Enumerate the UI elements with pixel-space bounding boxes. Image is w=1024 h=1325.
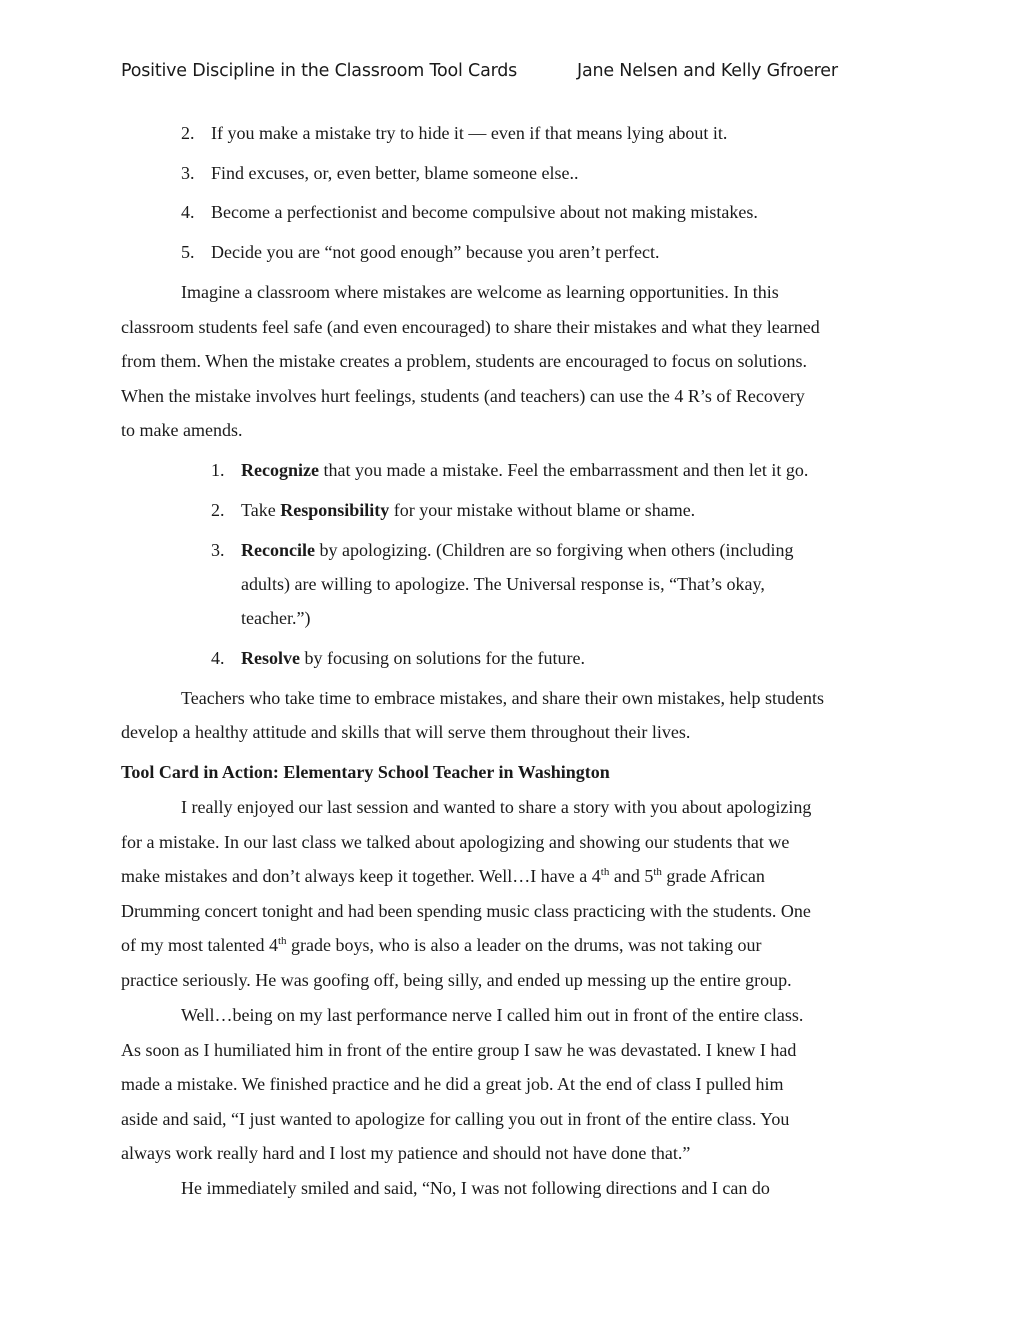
- paragraph-line: I really enjoyed our last session and wanted to share a story with you about apologizing: [181, 797, 812, 817]
- paragraph-line: of my most talented 4th grade boys, who is also a leader on the drums, was not taking our: [121, 935, 762, 955]
- paragraph-line: develop a healthy attitude and skills that will serve them throughout their lives.: [121, 722, 691, 742]
- paragraph-line: for a mistake. In our last class we talked about apologizing and showing our students that we: [121, 832, 790, 852]
- recovery-term: Responsibility: [280, 500, 390, 520]
- paragraph-line: Well…being on my last performance nerve I called him out in front of the entire class.: [181, 1005, 804, 1025]
- list-text: Take Responsibility for your mistake without blame or shame.: [241, 500, 696, 520]
- paragraph-line: As soon as I humiliated him in front of the entire group I saw he was devastated. I knew I had: [121, 1040, 797, 1060]
- list-text: Resolve by focusing on solutions for the future.: [241, 648, 585, 668]
- paragraph-line: Drumming concert tonight and had been spending music class practicing with the students. One: [121, 901, 811, 921]
- paragraph-line: Imagine a classroom where mistakes are welcome as learning opportunities. In this: [181, 282, 779, 302]
- recovery-term: Recognize: [241, 460, 319, 480]
- paragraph-line: made a mistake. We finished practice and he did a great job. At the end of class I pulled him: [121, 1074, 784, 1094]
- list-text-continued: adults) are willing to apologize. The Universal response is, “That’s okay,: [241, 574, 765, 594]
- list-number: 4.: [181, 202, 195, 222]
- paragraph-line: practice seriously. He was goofing off, being silly, and ended up messing up the entire group.: [121, 970, 792, 990]
- paragraph-line: to make amends.: [121, 420, 243, 440]
- paragraph-line: He immediately smiled and said, “No, I was not following directions and I can do: [181, 1178, 770, 1198]
- paragraph-line: from them. When the mistake creates a problem, students are encouraged to focus on solutions.: [121, 351, 807, 371]
- paragraph-line: always work really hard and I lost my patience and should not have done that.”: [121, 1143, 691, 1163]
- section-heading: Tool Card in Action: Elementary School Teacher in Washington: [121, 762, 610, 782]
- list-number: 5.: [181, 242, 195, 262]
- list-text: If you make a mistake try to hide it — even if that means lying about it.: [211, 123, 728, 143]
- paragraph-line: make mistakes and don’t always keep it together. Well…I have a 4th and 5th grade African: [121, 866, 765, 886]
- list-text-continued: teacher.”): [241, 608, 311, 628]
- paragraph-line: classroom students feel safe (and even encouraged) to share their mistakes and what they learned: [121, 317, 820, 337]
- list-number: 4.: [211, 648, 225, 668]
- list-text: Reconcile by apologizing. (Children are so forgiving when others (including: [241, 540, 794, 560]
- recovery-term: Resolve: [241, 648, 300, 668]
- header-authors: Jane Nelsen and Kelly Gfroerer: [577, 61, 838, 81]
- paragraph-line: When the mistake involves hurt feelings, students (and teachers) can use the 4 R’s of Recovery: [121, 386, 805, 406]
- list-text: Become a perfectionist and become compulsive about not making mistakes.: [211, 202, 758, 222]
- list-text: Recognize that you made a mistake. Feel the embarrassment and then let it go.: [241, 460, 809, 480]
- list-text: Decide you are “not good enough” because you aren’t perfect.: [211, 242, 660, 262]
- list-number: 2.: [211, 500, 225, 520]
- list-number: 1.: [211, 460, 225, 480]
- list-number: 3.: [181, 163, 195, 183]
- list-text: Find excuses, or, even better, blame someone else..: [211, 163, 579, 183]
- header-title: Positive Discipline in the Classroom Tool Cards: [121, 61, 518, 81]
- paragraph-line: Teachers who take time to embrace mistakes, and share their own mistakes, help students: [181, 688, 825, 708]
- recovery-term: Reconcile: [241, 540, 315, 560]
- paragraph-line: aside and said, “I just wanted to apologize for calling you out in front of the entire class. You: [121, 1109, 790, 1129]
- list-number: 3.: [211, 540, 225, 560]
- list-number: 2.: [181, 123, 195, 143]
